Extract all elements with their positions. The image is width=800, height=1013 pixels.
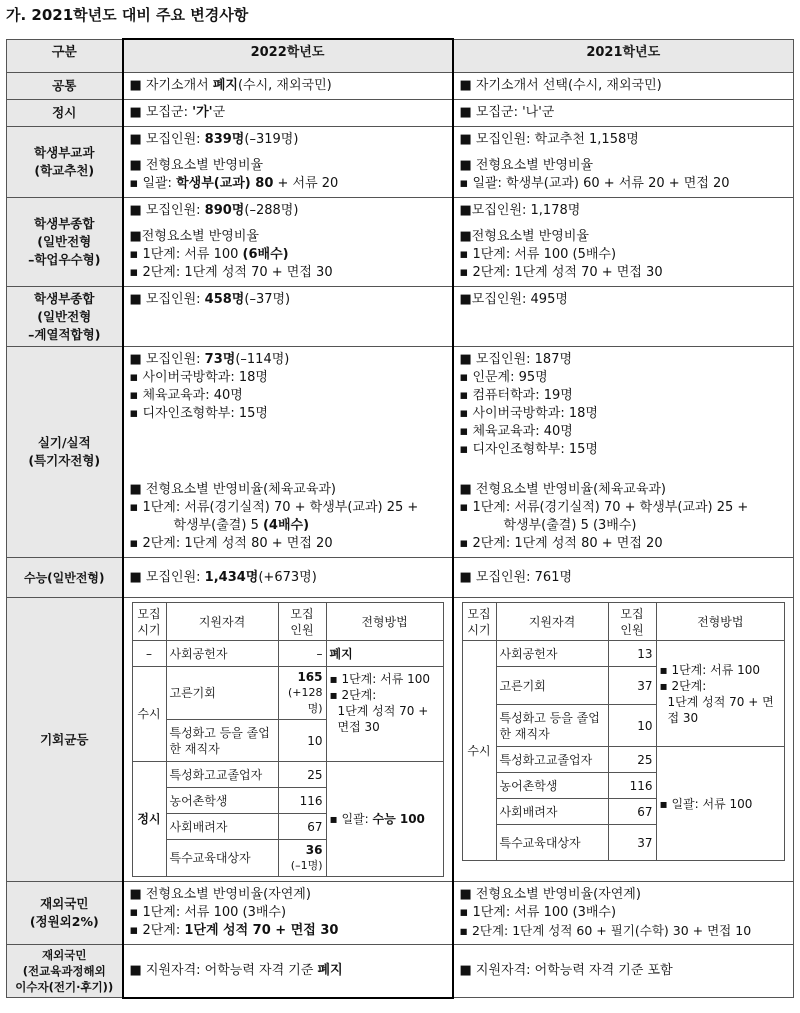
common-2021: ■ 자기소개서 선택(수시, 재외국민) [453, 73, 794, 100]
cat-equal: 기회균등 [7, 598, 123, 882]
compa-2022-l4: ▪ 2단계: 1단계 성적 70 + 면접 30 [129, 265, 333, 280]
cat-comp-b [7, 287, 123, 347]
prac-2021-l2: ▪ 인문계: 95명 [459, 370, 548, 385]
csat-2022-bold: 1,434명 [204, 569, 259, 585]
sub22-social-num: – [278, 641, 326, 667]
compa-2022-l1-bold: 890명 [204, 203, 245, 218]
cat-regular: 정시 [7, 100, 123, 127]
sub22-h-period: 모집 시기 [132, 603, 166, 641]
row-csat [7, 558, 794, 598]
compa-2022-l3-pre: ▪ 1단계: 서류 100 [129, 247, 243, 262]
regular-2021: ■ 모집군: '나'군 [453, 100, 794, 127]
prac-2021-l3: ▪ 컴퓨터학과: 19명 [459, 388, 573, 403]
cat-ovs12-3: 이수자(전기·후기)) [15, 980, 114, 994]
sub22-susi-m2: ▪ 2단계: [329, 688, 377, 702]
sub21-r7-num: 37 [608, 825, 656, 861]
compb-2022-l1-post: (–37명) [244, 292, 291, 307]
cat-common: 공통 [7, 73, 123, 100]
school-2022-l1-bold: 839명 [204, 132, 245, 147]
prac-2021-l10: ▪ 2단계: 1단계 성적 80 + 면접 20 [459, 536, 663, 551]
sub22-r2-diff: (+128명) [287, 686, 323, 715]
changes-table [6, 38, 794, 999]
sub22-r5-name: 농어촌학생 [166, 788, 278, 814]
sub22-h-method: 전형방법 [326, 603, 443, 641]
prac-2022-l3: ▪ 체육교육과: 40명 [129, 388, 243, 403]
sub22-r2-name: 고른기회 [166, 667, 278, 720]
ovs-2021-l1: ■ 전형요소별 반영비율(자연계) [459, 887, 641, 902]
sub22-dash: – [132, 641, 166, 667]
cat-school-2: (학교추천) [34, 163, 95, 178]
school-2022-l1-pre: ■ 모집인원: [129, 132, 205, 147]
school-2022-l2: ■ 전형요소별 반영비율 [129, 158, 264, 173]
prac-2022-l4: ▪ 디자인조형학부: 15명 [129, 406, 268, 421]
sub22-h-num: 모집 인원 [278, 603, 326, 641]
sub21-m4: ▪ 일괄: 서류 100 [656, 747, 785, 861]
regular-2022-post: 군 [212, 105, 226, 120]
sub21-m3: 1단계 성적 70 + 면접 30 [667, 694, 774, 725]
regular-2022-bold: '가' [192, 105, 213, 120]
sub21-r4-name: 특성화고교졸업자 [496, 747, 608, 773]
sub22-r6-name: 사회배려자 [166, 814, 278, 840]
cat-practical [7, 347, 123, 558]
row-comp-b [7, 287, 794, 347]
compb-2022-l1-pre: ■ 모집인원: [129, 292, 205, 307]
prac-2022-l6: ▪ 1단계: 서류(경기실적) 70 + 학생부(교과) 25 + [129, 500, 419, 515]
sub22-r2-num: 165 [297, 670, 323, 684]
row-school [7, 127, 794, 198]
header-category: 구분 [7, 39, 123, 73]
sub21-r1-name: 사회공헌자 [496, 641, 608, 667]
sub22-r5-num: 116 [278, 788, 326, 814]
prac-2021-l1: ■ 모집인원: 187명 [459, 352, 573, 367]
compa-2021-l1: ■모집인원: 1,178명 [459, 203, 581, 218]
cat-ovs12-2: (전교육과정해외 [22, 964, 106, 978]
row-practical [7, 347, 794, 558]
sub21-r7-name: 특수교육대상자 [496, 825, 608, 861]
regular-2022-pre: ■ 모집군: [129, 105, 193, 120]
school-2021-l1: ■ 모집인원: 학교추천 1,158명 [459, 132, 639, 147]
row-equal [7, 598, 794, 882]
school-2022-l1-post: (–319명) [244, 132, 299, 147]
compa-2021-l2: ■전형요소별 반영비율 [459, 229, 589, 244]
sub22-r7-num: 36 [305, 843, 323, 857]
sub21-m1: ▪ 1단계: 서류 100 [659, 662, 761, 677]
row-comp-a [7, 198, 794, 287]
header-2022: 2022학년도 [123, 39, 453, 73]
prac-2021-l9: 학생부(출결) 5 (3배수) [503, 518, 637, 533]
sub21-r4-num: 25 [608, 747, 656, 773]
row-common [7, 73, 794, 100]
prac-2022-l8: ▪ 2단계: 1단계 성적 80 + 면접 20 [129, 536, 333, 551]
school-2021-l2: ■ 전형요소별 반영비율 [459, 158, 594, 173]
equal-2021-table [462, 602, 786, 861]
csat-2022-post: (+673명) [258, 569, 317, 585]
sub21-r6-name: 사회배려자 [496, 799, 608, 825]
cat-overseas-2: (정원외2%) [29, 914, 99, 929]
compa-2021-l4: ▪ 2단계: 1단계 성적 70 + 면접 30 [459, 265, 663, 280]
sub22-r4-name: 특성화고교졸업자 [166, 762, 278, 788]
cat-comp-b-1: 학생부종합 [34, 290, 95, 306]
sub21-r1-num: 13 [608, 641, 656, 667]
row-overseas12 [7, 945, 794, 998]
ovs-2022-l3-pre: ▪ 2단계: [129, 923, 185, 938]
header-row [7, 39, 794, 73]
common-2022-post: (수시, 재외국민) [237, 78, 332, 93]
sub21-m2: ▪ 2단계: [659, 678, 707, 693]
prac-2021-l6: ▪ 디자인조형학부: 15명 [459, 442, 598, 457]
compb-2021-l1: ■모집인원: 495명 [459, 292, 568, 307]
header-2021: 2021학년도 [453, 39, 794, 73]
cat-overseas-1: 재외국민 [40, 896, 89, 911]
compa-2022-l3-bold: (6배수) [242, 247, 289, 262]
cat-overseas12 [7, 945, 123, 998]
sub21-h-qual: 지원자격 [496, 603, 608, 641]
ovs-2022-l1: ■ 전형요소별 반영비율(자연계) [129, 887, 311, 902]
school-2021-l3: ▪ 일괄: 학생부(교과) 60 + 서류 20 + 면접 20 [459, 176, 730, 191]
cat-school-1: 학생부교과 [34, 145, 95, 160]
cat-school [7, 127, 123, 198]
sub22-r3-name: 특성화고 등을 졸업한 재직자 [166, 720, 278, 762]
prac-2022-l2: ▪ 사이버국방학과: 18명 [129, 370, 268, 385]
sub21-h-method: 전형방법 [656, 603, 785, 641]
cat-comp-a-1: 학생부종합 [34, 216, 95, 231]
ovs-2021-l2: ▪ 1단계: 서류 100 (3배수) [459, 905, 617, 920]
sub22-j-bold: 수능 100 [372, 812, 425, 826]
school-2022-l3-bold: 학생부(교과) 80 [176, 176, 274, 191]
equal-2022-table [132, 602, 444, 877]
compa-2022-l1-pre: ■ 모집인원: [129, 203, 205, 218]
cat-comp-a [7, 198, 123, 287]
ovs-2022-l3-bold: 1단계 성적 70 + 면접 30 [184, 923, 339, 938]
cat-ovs12-1: 재외국민 [42, 948, 87, 962]
sub21-r2-name: 고른기회 [496, 667, 608, 705]
ovs12-2022-bold: 폐지 [317, 962, 343, 978]
prac-2022-l7-bold: (4배수) [262, 518, 310, 533]
prac-2022-l1-post: (–114명) [235, 352, 290, 367]
cat-comp-b-3: –계열적합형) [28, 326, 101, 342]
cat-comp-a-3: –학업우수형) [28, 252, 101, 267]
prac-2022-l1-bold: 73명 [204, 352, 236, 367]
ovs12-2022-pre: ■ 지원자격: 어학능력 자격 기준 [129, 962, 318, 978]
cat-comp-b-2: (일반전형 [37, 308, 92, 324]
page-title: 가. 2021학년도 대비 주요 변경사항 [6, 6, 249, 24]
sub21-susi: 수시 [462, 641, 496, 861]
prac-2021-l8: ▪ 1단계: 서류(경기실적) 70 + 학생부(교과) 25 + [459, 500, 749, 515]
cat-csat: 수능(일반전형) [7, 558, 123, 598]
sub22-r4-num: 25 [278, 762, 326, 788]
sub22-r3-num: 10 [278, 720, 326, 762]
prac-2022-l7-pre: 학생부(출결) 5 [173, 518, 263, 533]
prac-2022-l1-pre: ■ 모집인원: [129, 352, 205, 367]
csat-2021: ■ 모집인원: 761명 [453, 558, 794, 598]
sub22-r6-num: 67 [278, 814, 326, 840]
sub22-social-name: 사회공헌자 [166, 641, 278, 667]
sub21-r5-num: 116 [608, 773, 656, 799]
sub22-r7-name: 특수교육대상자 [166, 840, 278, 877]
prac-2021-l7: ■ 전형요소별 반영비율(체육교육과) [459, 482, 667, 497]
sub21-r5-name: 농어촌학생 [496, 773, 608, 799]
school-2022-l3-pre: ▪ 일괄: [129, 176, 177, 191]
compa-2022-l1-post: (–288명) [244, 203, 299, 218]
ovs-2021-l3: ▪ 2단계: 1단계 성적 60 + 필기(수학) 30 + 면접 10 [459, 923, 752, 938]
sub22-jeongsi: 정시 [137, 812, 161, 826]
cat-overseas [7, 882, 123, 945]
school-2022-l3-post: + 서류 20 [273, 176, 339, 191]
ovs12-2021: ■ 지원자격: 어학능력 자격 기준 포함 [453, 945, 794, 998]
cat-practical-1: 실기/실적 [37, 435, 91, 450]
cat-practical-2: (특기자전형) [28, 453, 101, 468]
sub21-h-period: 모집 시기 [462, 603, 496, 641]
prac-2022-l5: ■ 전형요소별 반영비율(체육교육과) [129, 482, 337, 497]
sub22-r7-diff: (–1명) [290, 859, 323, 872]
csat-2022-pre: ■ 모집인원: [129, 569, 205, 585]
prac-2021-l5: ▪ 체육교육과: 40명 [459, 424, 573, 439]
cat-comp-a-2: (일반전형 [37, 234, 92, 249]
common-2022-bold: 폐지 [212, 78, 238, 93]
sub21-r3-num: 10 [608, 705, 656, 747]
common-2022-pre: ■ 자기소개서 [129, 78, 213, 93]
compa-2021-l3: ▪ 1단계: 서류 100 (5배수) [459, 247, 617, 262]
sub21-r6-num: 67 [608, 799, 656, 825]
sub22-social-method: 폐지 [329, 646, 353, 661]
row-overseas [7, 882, 794, 945]
sub22-susi: 수시 [132, 667, 166, 762]
sub22-susi-m3: 1단계 성적 70 + 면접 30 [337, 704, 429, 734]
compa-2022-l2: ■전형요소별 반영비율 [129, 229, 259, 244]
sub22-h-qual: 지원자격 [166, 603, 278, 641]
prac-2021-l4: ▪ 사이버국방학과: 18명 [459, 406, 598, 421]
compb-2022-l1-bold: 458명 [204, 292, 245, 307]
sub21-r3-name: 특성화고 등을 졸업한 재직자 [496, 705, 608, 747]
ovs-2022-l2: ▪ 1단계: 서류 100 (3배수) [129, 905, 287, 920]
sub21-h-num: 모집 인원 [608, 603, 656, 641]
sub22-j-pre: ▪ 일괄: [329, 812, 373, 826]
sub21-r2-num: 37 [608, 667, 656, 705]
row-regular [7, 100, 794, 127]
sub22-susi-m1: ▪ 1단계: 서류 100 [329, 672, 431, 686]
